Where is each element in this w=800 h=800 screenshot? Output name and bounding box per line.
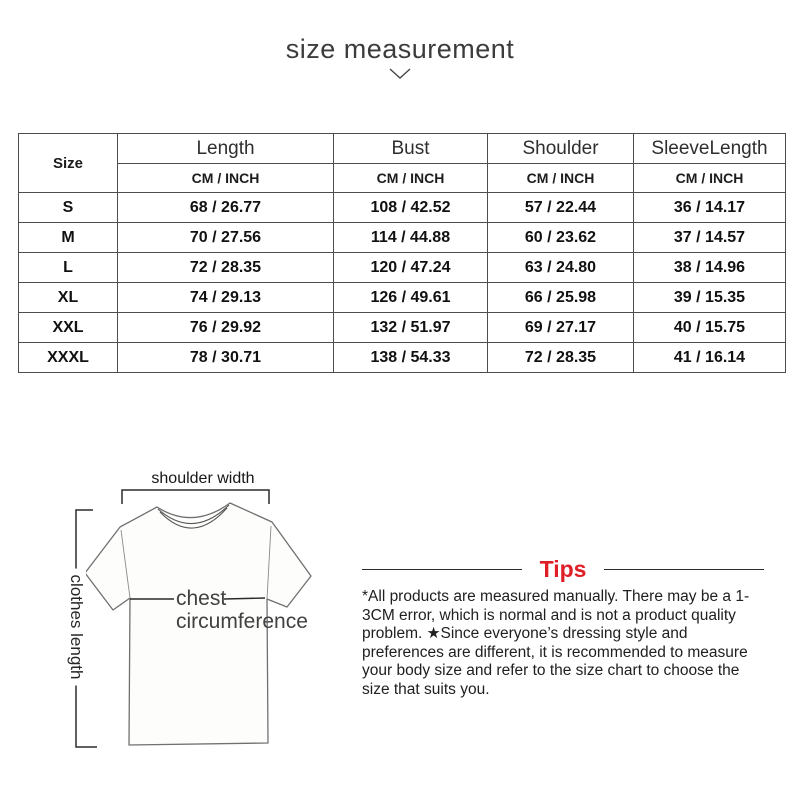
- bust-cell: 132 / 51.97: [334, 313, 488, 343]
- chest-label-line1: chest: [176, 587, 227, 610]
- shoulder-cell: 69 / 27.17: [488, 313, 634, 343]
- bust-cell: 120 / 47.24: [334, 253, 488, 283]
- column-header-shoulder: Shoulder: [488, 134, 634, 164]
- unit-header-shoulder: CM / INCH: [488, 164, 634, 193]
- page-title: size measurement: [285, 34, 515, 64]
- sleeve-cell: 38 / 14.96: [634, 253, 786, 283]
- bust-cell: 126 / 49.61: [334, 283, 488, 313]
- shoulder-cell: 60 / 23.62: [488, 223, 634, 253]
- column-header-size: Size: [19, 134, 118, 193]
- tips-header: [362, 558, 764, 581]
- size-cell: S: [19, 193, 118, 223]
- table-row-m: [19, 223, 786, 253]
- tips-section: [362, 558, 764, 699]
- tips-divider-left: [362, 569, 522, 570]
- column-header-length: Length: [118, 134, 334, 164]
- sleeve-cell: 41 / 16.14: [634, 343, 786, 373]
- size-cell: XXXL: [19, 343, 118, 373]
- column-header-bust: Bust: [334, 134, 488, 164]
- table-row-l: [19, 253, 786, 283]
- table-row-xxxl: [19, 343, 786, 373]
- size-table: [18, 133, 786, 373]
- length-cell: 78 / 30.71: [118, 343, 334, 373]
- column-header-sleevelength: SleeveLength: [634, 134, 786, 164]
- bust-cell: 108 / 42.52: [334, 193, 488, 223]
- tips-title: Tips: [539, 556, 587, 582]
- shoulder-cell: 72 / 28.35: [488, 343, 634, 373]
- length-cell: 68 / 26.77: [118, 193, 334, 223]
- shoulder-cell: 66 / 25.98: [488, 283, 634, 313]
- sleeve-cell: 40 / 15.75: [634, 313, 786, 343]
- table-row-xl: [19, 283, 786, 313]
- bust-cell: 138 / 54.33: [334, 343, 488, 373]
- unit-header-sleevelength: CM / INCH: [634, 164, 786, 193]
- shoulder-cell: 57 / 22.44: [488, 193, 634, 223]
- chest-circumference-label: [176, 587, 308, 633]
- tshirt-measurement-diagram: [40, 460, 380, 772]
- size-cell: M: [19, 223, 118, 253]
- unit-header-bust: CM / INCH: [334, 164, 488, 193]
- size-cell: XL: [19, 283, 118, 313]
- chevron-down-icon: [389, 68, 411, 80]
- table-row-s: [19, 193, 786, 223]
- size-cell: L: [19, 253, 118, 283]
- shoulder-cell: 63 / 24.80: [488, 253, 634, 283]
- tips-divider-right: [604, 569, 764, 570]
- sleeve-cell: 37 / 14.57: [634, 223, 786, 253]
- chest-label-line2: circumference: [176, 610, 308, 633]
- shoulder-width-label: shoulder width: [151, 470, 255, 487]
- tips-body-text: *All products are measured manually. There may be a 1-3CM error, which is normal and is not a product quality problem. ★Since everyone’s dressing style and preferences are different, it is recommended to measure your body size and refer to the size chart to choose the size that suits you.: [362, 588, 750, 698]
- bust-cell: 114 / 44.88: [334, 223, 488, 253]
- clothes-length-label: clothes length: [66, 569, 86, 686]
- length-cell: 72 / 28.35: [118, 253, 334, 283]
- shoulder-width-bracket: [122, 490, 269, 504]
- unit-header-length: CM / INCH: [118, 164, 334, 193]
- size-cell: XXL: [19, 313, 118, 343]
- sleeve-cell: 36 / 14.17: [634, 193, 786, 223]
- sleeve-cell: 39 / 15.35: [634, 283, 786, 313]
- length-cell: 76 / 29.92: [118, 313, 334, 343]
- table-row-xxl: [19, 313, 786, 343]
- length-cell: 70 / 27.56: [118, 223, 334, 253]
- length-cell: 74 / 29.13: [118, 283, 334, 313]
